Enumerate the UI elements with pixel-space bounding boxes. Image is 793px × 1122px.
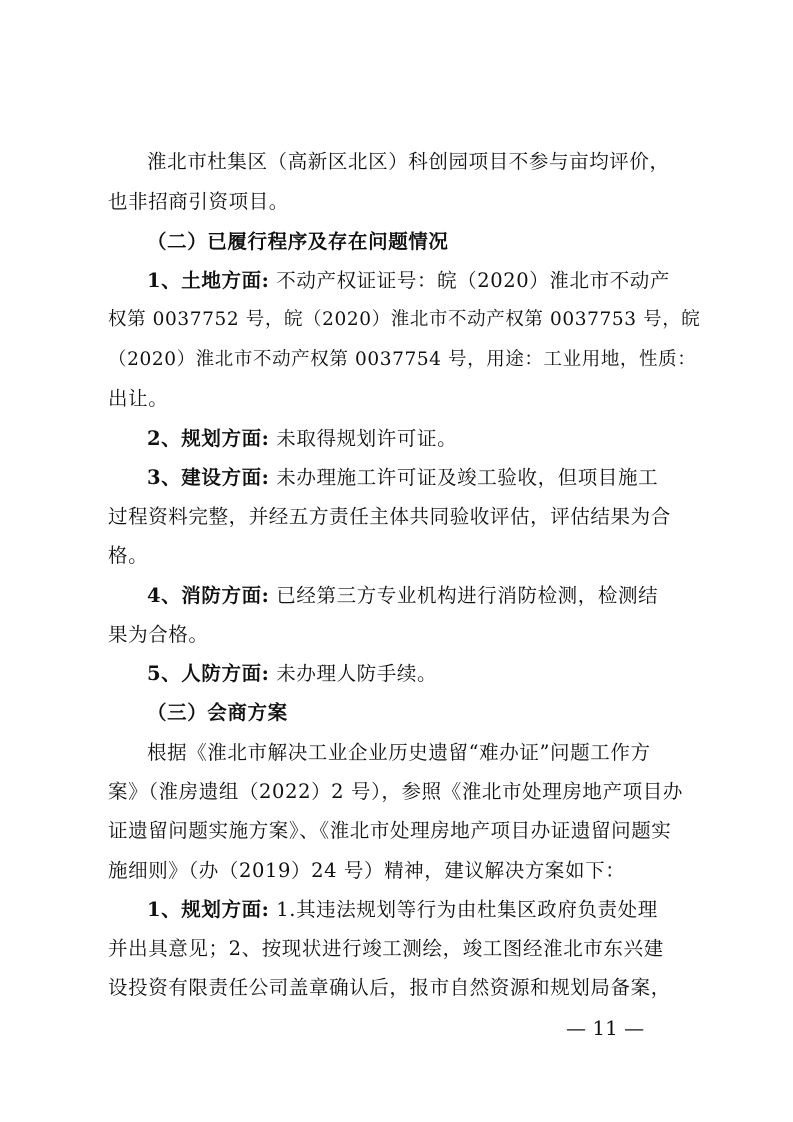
- text-line: [108, 504, 702, 530]
- text-line: [108, 189, 702, 215]
- text-segment: 未办理施工许可证及竣工验收，但项目施工: [269, 466, 659, 489]
- text-segment: 出让。: [108, 387, 169, 410]
- text-line: [108, 543, 702, 569]
- text-line: [147, 897, 702, 923]
- item-heading: 2、规划方面:: [147, 427, 270, 450]
- item-heading: 3、建设方面:: [147, 466, 270, 489]
- text-line: [108, 622, 702, 648]
- text-segment: 不动产权证证号：皖（2020）淮北市不动产: [269, 269, 670, 292]
- text-segment: 也非招商引资项目。: [108, 190, 289, 213]
- text-line: [108, 818, 702, 844]
- item-heading: 4、消防方面:: [147, 584, 270, 607]
- text-segment: 未取得规划许可证。: [269, 427, 458, 450]
- text-line: [108, 858, 702, 884]
- text-line: [108, 386, 702, 412]
- section-heading: [147, 229, 702, 255]
- text-segment: 根据《淮北市解决工业企业历史遗留“难办证”问题工作方: [147, 741, 651, 764]
- text-segment: 1.其违法规划等行为由杜集区政府负责处理: [269, 898, 658, 921]
- text-segment: 已经第三方专业机构进行消防检测，检测结: [269, 584, 659, 607]
- text-segment: 施细则》（办（2019）24 号）精神，建议解决方案如下：: [108, 859, 626, 882]
- text-segment: 案》（淮房遗组（2022）2 号），参照《淮北市处理房地产项目办: [108, 780, 683, 803]
- item-heading: 5、人防方面:: [147, 662, 270, 685]
- text-segment: 过程资料完整，并经五方责任主体共同验收评估，评估结果为合: [108, 505, 671, 528]
- text-line: [147, 740, 702, 766]
- text-segment: 格。: [108, 544, 149, 567]
- text-line: [147, 661, 702, 687]
- text-segment: 证遗留问题实施方案》、《淮北市处理房地产项目办证遗留问题实: [108, 819, 672, 842]
- text-line: [108, 975, 702, 1001]
- text-line: [108, 347, 702, 373]
- item-heading: 1、土地方面:: [147, 269, 270, 292]
- text-line: [147, 583, 702, 609]
- text-segment: （二）已履行程序及存在问题情况: [147, 230, 449, 253]
- text-line: [147, 426, 702, 452]
- text-line: [108, 779, 702, 805]
- text-segment: 淮北市杜集区（高新区北区）科创园项目不参与亩均评价，: [147, 150, 670, 173]
- text-segment: 未办理人防手续。: [269, 662, 438, 685]
- section-heading: [147, 700, 702, 726]
- text-segment: （2020）淮北市不动产权第 0037754 号，用途：工业用地，性质：: [108, 349, 697, 370]
- text-segment: 权第 0037752 号，皖（2020）淮北市不动产权第 0037753 号，皖: [108, 309, 701, 330]
- text-line: [108, 936, 702, 962]
- text-line: [108, 307, 702, 333]
- text-segment: （三）会商方案: [147, 701, 288, 724]
- text-segment: 并出具意见；2、按现状进行竣工测绘，竣工图经淮北市东兴建: [108, 937, 664, 960]
- text-segment: 设投资有限责任公司盖章确认后，报市自然资源和规划局备案，: [108, 976, 671, 999]
- text-line: [147, 268, 702, 294]
- text-line: [147, 465, 702, 491]
- text-line: [147, 149, 702, 175]
- page-number: — 11 —: [566, 1016, 645, 1040]
- text-segment: 果为合格。: [108, 623, 209, 646]
- item-heading: 1、规划方面:: [147, 898, 270, 921]
